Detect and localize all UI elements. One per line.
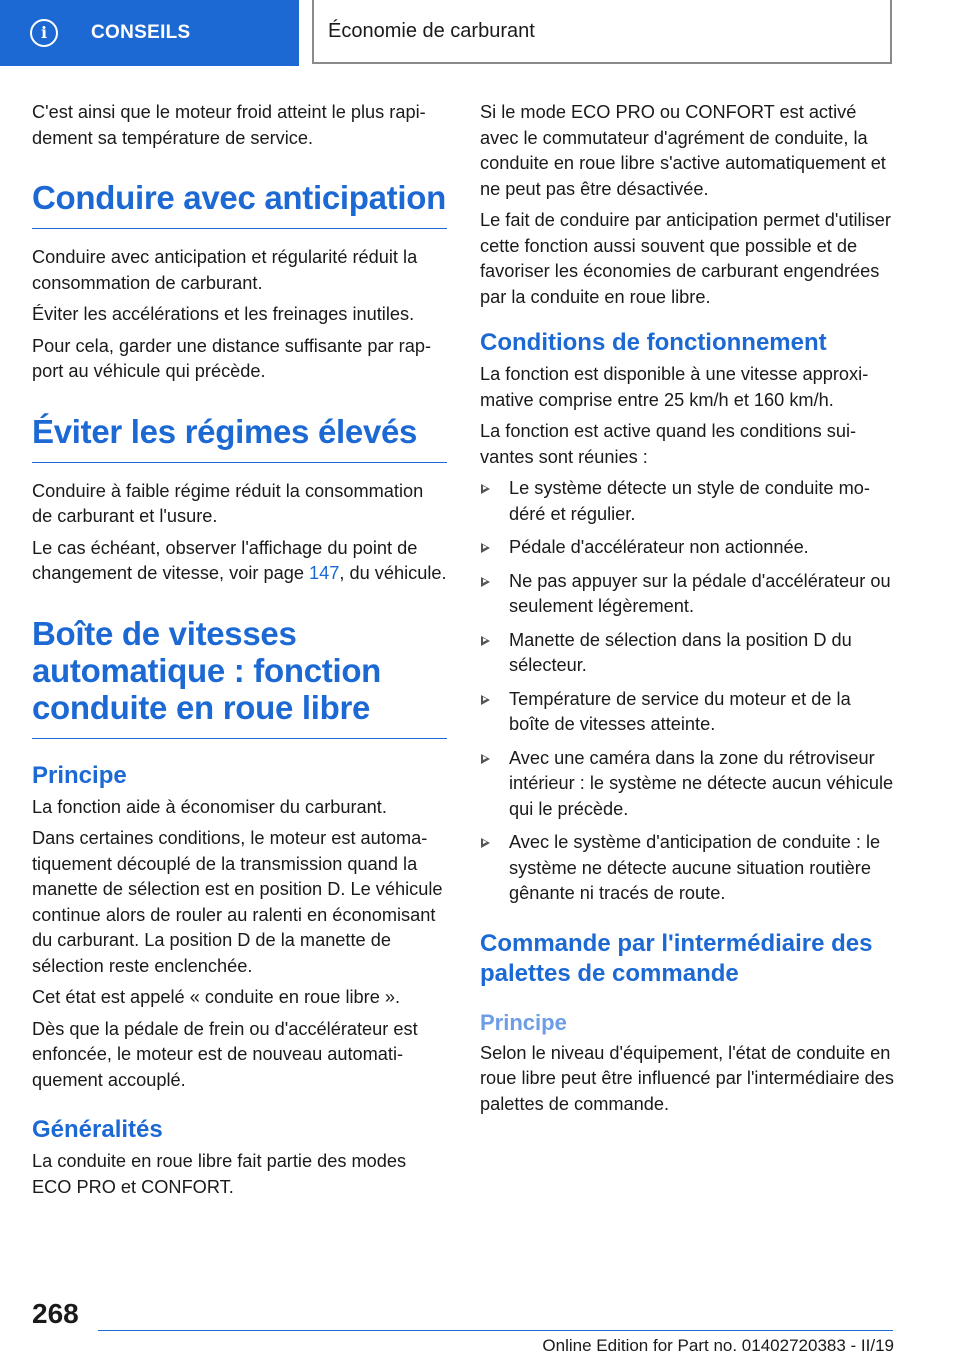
list-item-text: Pédale d'accélérateur non actionnée.	[509, 537, 809, 557]
list-item-text: Avec le système d'anticipation de conduite : le système ne détecte aucune situation routière gênante ni tracés de route.	[509, 832, 881, 903]
list-item	[480, 476, 895, 527]
paragraph: Éviter les accélérations et les freinages inutiles.	[32, 304, 415, 324]
subheading-principe: Principe	[480, 1009, 567, 1035]
paragraph: La fonction aide à économiser du carburant.	[32, 796, 387, 817]
footer-divider	[98, 1330, 893, 1331]
text: Le cas échéant, observer l'affichage du point de changement de vitesse, voir page	[32, 537, 418, 583]
paragraph: La fonction est disponible à une vitesse approximative comprise entre 25 km/h et 160 km/h.	[480, 364, 869, 410]
heading-boite-vitesses: Boîte de vitesses automatique : fonction conduite en roue libre	[32, 615, 447, 739]
list-item	[480, 687, 895, 738]
chapter-title: Économie de carburant	[312, 0, 892, 64]
paragraph: Dès que la pédale de frein ou d'accélérateur est enfoncée, le moteur est de nouveau automatiquement accouplé.	[32, 1018, 418, 1090]
section-tab[interactable]	[0, 0, 299, 66]
paragraph: Conduire avec anticipation et régularité réduit la consommation de carburant.	[32, 247, 418, 293]
triangle-bullet-icon	[481, 636, 490, 646]
heading-eviter-regimes: Éviter les régimes élevés	[32, 413, 447, 463]
page-link[interactable]: 147	[309, 563, 340, 583]
list-item-text: Température de service du moteur et de la boîte de vitesses atteinte.	[509, 688, 851, 734]
page-header	[0, 0, 960, 66]
list-item	[480, 628, 895, 679]
subheading-conditions: Conditions de fonctionnement	[480, 329, 827, 356]
left-column	[32, 100, 447, 1206]
subheading-commande: Commande par l'intermédiaire des palettes de commande	[480, 929, 873, 987]
paragraph: Pour cela, garder une distance suffisante par rapport au véhicule qui précède.	[32, 335, 432, 381]
paragraph: La conduite en roue libre fait partie des modes ECO PRO et CONFORT.	[32, 1151, 407, 1197]
conditions-list	[480, 476, 895, 907]
page-number: 268	[32, 1298, 79, 1329]
heading-conduire-anticipation: Conduire avec anticipation	[32, 179, 447, 229]
list-item-text: Le système détecte un style de conduite modéré et régulier.	[509, 478, 870, 524]
paragraph: Dans certaines conditions, le moteur est automatiquement découplé de la transmission quand la manette de sélection est en position D. Le véhicule continue alors de rouler au ralenti en économisant du carburant. La position D de la manette de sélection reste enclenchée.	[32, 828, 443, 976]
paragraph-with-link	[32, 536, 447, 587]
triangle-bullet-icon	[481, 838, 490, 848]
list-item	[480, 746, 895, 823]
section-label: CONSEILS	[91, 22, 191, 43]
paragraph: Si le mode ECO PRO ou CONFORT est activé avec le commutateur d'agrément de conduite, la conduite en roue libre s'active automatiquement et ne peut pas être désactivée.	[480, 102, 886, 199]
list-item	[480, 830, 895, 907]
triangle-bullet-icon	[481, 695, 490, 705]
triangle-bullet-icon	[481, 543, 490, 553]
paragraph: La fonction est active quand les conditions suivantes sont réunies :	[480, 421, 857, 467]
triangle-bullet-icon	[481, 577, 490, 587]
list-item-text: Ne pas appuyer sur la pédale d'accélérateur ou seulement légèrement.	[509, 570, 891, 616]
paragraph: Selon le niveau d'équipement, l'état de conduite en roue libre peut être influencé par l'intermédiaire des palettes de commande.	[480, 1042, 894, 1114]
right-column	[480, 100, 895, 1123]
list-item-text: Avec une caméra dans la zone du rétroviseur intérieur : le système ne détecte aucun véhicule qui le précède.	[509, 747, 894, 819]
paragraph: Cet état est appelé « conduite en roue libre ».	[32, 987, 401, 1007]
paragraph: Conduire à faible régime réduit la consommation de carburant et l'usure.	[32, 480, 424, 526]
triangle-bullet-icon	[481, 484, 490, 494]
footer-edition: Online Edition for Part no. 01402720383 - II/19	[542, 1336, 894, 1355]
intro-paragraph: C'est ainsi que le moteur froid atteint le plus rapidement sa température de service.	[32, 102, 426, 148]
text: , du véhicule.	[339, 563, 447, 583]
info-icon: i	[30, 19, 58, 47]
list-item	[480, 569, 895, 620]
list-item	[480, 535, 895, 561]
subheading-generalites: Généralités	[32, 1116, 163, 1143]
triangle-bullet-icon	[481, 754, 490, 764]
list-item-text: Manette de sélection dans la position D du sélecteur.	[509, 629, 852, 675]
subheading-principe: Principe	[32, 761, 127, 789]
paragraph: Le fait de conduire par anticipation permet d'utiliser cette fonction aussi souvent que possible et de favoriser les économies de carburant engendrées par la conduite en roue libre.	[480, 210, 891, 307]
